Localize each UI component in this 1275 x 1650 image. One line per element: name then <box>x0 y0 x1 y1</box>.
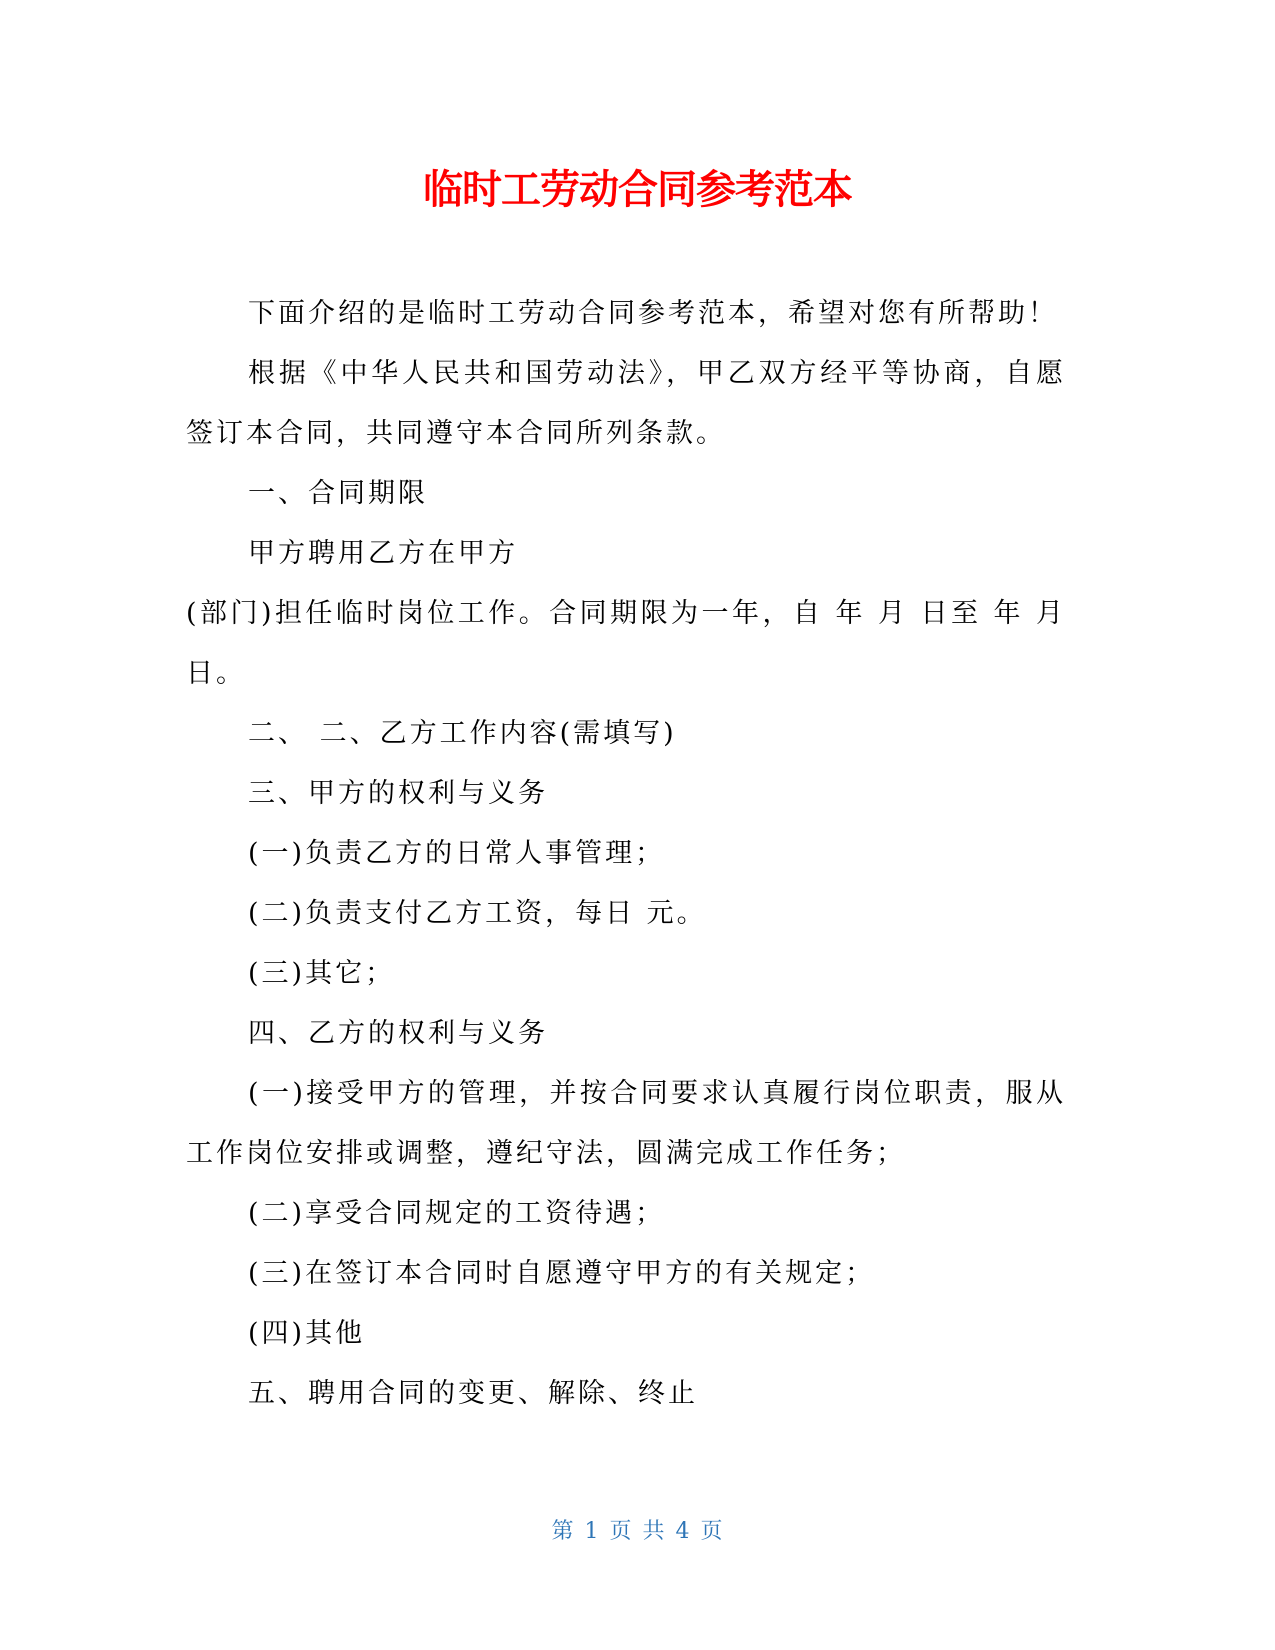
list-item-a1: (一)负责乙方的日常人事管理； <box>248 838 666 869</box>
list-item-b3: (三)在签订本合同时自愿遵守甲方的有关规定； <box>248 1258 876 1289</box>
footer-label-page: 页 <box>609 1519 633 1544</box>
list-item-a2: (二)负责支付乙方工资，每日 元。 <box>248 898 707 929</box>
heading-contract-change: 五、聘用合同的变更、解除、终止 <box>248 1378 698 1409</box>
footer-page-number: 1 <box>584 1519 600 1544</box>
list-item-a3: (三)其它； <box>248 958 396 989</box>
paragraph-intro: 下面介绍的是临时工劳动合同参考范本，希望对您有所帮助！ <box>248 298 1058 329</box>
page-footer <box>0 1514 1275 1545</box>
list-item-b4: (四)其他 <box>248 1318 366 1349</box>
footer-label-prefix: 第 <box>551 1519 575 1544</box>
heading-contract-term: 一、合同期限 <box>248 478 428 509</box>
paragraph-preamble: 根据《中华人民共和国劳动法》，甲乙双方经平等协商，自愿签订本合同，共同遵守本合同所列条款。 <box>186 358 1066 449</box>
footer-total-pages: 4 <box>675 1519 691 1544</box>
footer-label-total: 共 <box>642 1519 666 1544</box>
heading-party-b-rights: 四、乙方的权利与义务 <box>248 1018 548 1049</box>
paragraph-employment: 甲方聘用乙方在甲方 <box>248 538 518 569</box>
heading-party-a-rights: 三、甲方的权利与义务 <box>248 778 548 809</box>
heading-work-content: 二、 二、乙方工作内容(需填写) <box>248 718 677 749</box>
list-item-b1: (一)接受甲方的管理，并按合同要求认真履行岗位职责，服从工作岗位安排或调整，遵纪守法，圆满完成工作任务； <box>186 1078 1066 1169</box>
document-title: 临时工劳动合同参考范本 <box>423 167 852 213</box>
paragraph-term-dates: (部门)担任临时岗位工作。合同期限为一年，自 年 月 日至 年 月 日。 <box>186 598 1066 689</box>
document-body <box>186 284 1066 1424</box>
list-item-b2: (二)享受合同规定的工资待遇； <box>248 1198 666 1229</box>
footer-label-page-end: 页 <box>700 1519 724 1544</box>
